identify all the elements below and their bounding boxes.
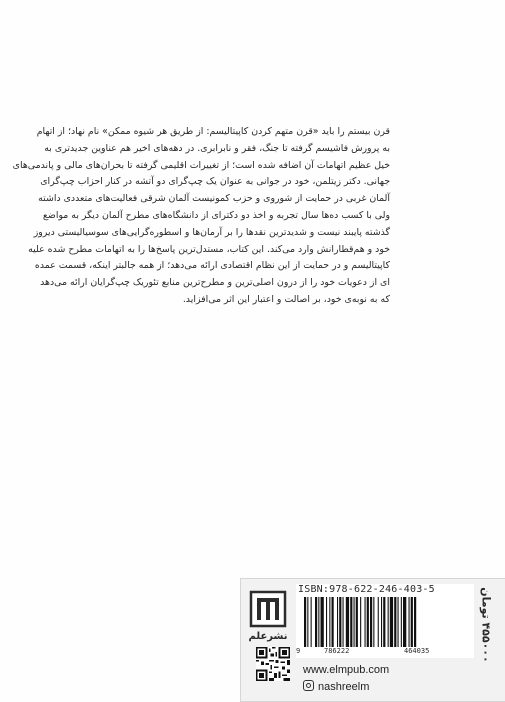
blurb-line: گذشته پایبند نیست و شدیدترین نقدها را بر آرمان‌ها و اسطوره‌گرایی‌های سوسیالیستی دیروز [33,226,390,238]
back-cover-blurb [12,124,390,309]
blurb-line: ای از دعویات خود را از درون اصلی‌ترین و مطرح‌ترین منابع تئوریک چپ‌گرایان ارائه می‌دهد [40,277,390,289]
price-label [477,587,495,662]
blurb-line: که به نوبه‌ی خود، بر اصالت و اعتبار این اثر می‌افزاید. [182,293,390,305]
isbn-number: ISBN:978-622-246-403-5 [298,584,435,595]
price-text: ۴۵۵۰۰۰ تومان [479,586,493,663]
publisher-info-box [240,578,505,702]
blurb-line: آلمان غربی در حمایت از شوروی و حزب کمونیست آلمان شرقی فعالیت‌های متعددی داشته [38,193,390,205]
blurb-line: خود و هم‌قطارانش وارد می‌کند. این کتاب، مستدل‌ترین پاسخ‌ها را به اتهامات مطرح شده علیه [28,243,390,255]
website-url: www.elmpub.com [303,664,390,676]
barcode-bars [302,597,470,647]
instagram-handle [303,680,369,693]
barcode [296,584,474,658]
publisher-logo [246,589,290,649]
blurb-line: جهانی. دکتر زیتلمن، خود در جوانی به عنوان یک چپ‌گرای دو آتشه در کنار احزاب چپ‌گرای [40,176,390,188]
barcode-lead-digit: 9 [296,647,301,655]
blurb-line: به پرورش فاشیسم گرفته تا جنگ، فقر و نابرابری. در دهه‌های اخیر هم عناوین جدیدتری به [44,142,390,154]
blurb-line: ولی با کسب ده‌ها سال تجربه و اخذ دو دکترای از دانشگاه‌های مطرح آلمان دیگر به مواضع [42,209,390,221]
instagram-handle-text: nashreelm [318,681,370,693]
instagram-icon [303,680,314,691]
publisher-name: نشرعلم [248,631,288,642]
blurb-line: قرن بیستم را باید «قرن متهم کردن کاپیتالیسم: از طریق هر شیوه ممکن» نام نهاد؛ از اتهام [36,126,390,137]
blurb-line: خیل عظیم اتهامات آن اضافه شده است؛ از تغییرات اقلیمی گرفته تا بحران‌های مالی و پاندمی‌های [12,159,390,171]
blurb-line: کاپیتالیسم و در حمایت از این نظام اقتصادی ارائه می‌دهد؛ از همه جالبتر اینکه، قسمت عمده [34,260,390,272]
qr-code [256,647,290,681]
publisher-logo-icon [248,589,288,629]
barcode-left-digits: 786222 [324,647,350,655]
barcode-right-digits: 464035 [404,647,430,655]
